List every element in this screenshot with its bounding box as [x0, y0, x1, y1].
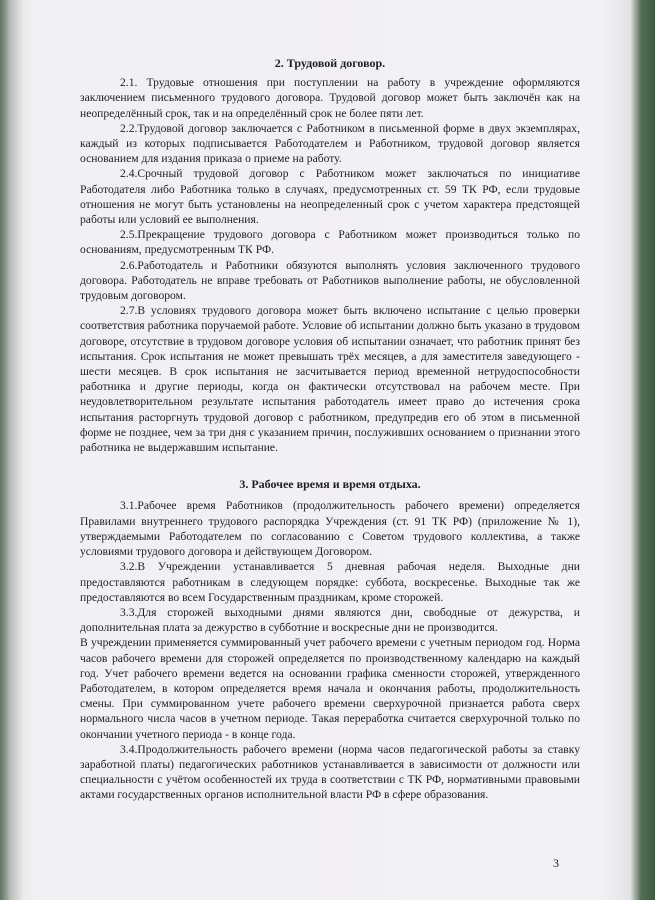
- paragraph-2-6: 2.6.Работодатель и Работники обязуются выполнять условия заключенного трудового договора. Работодатель не вправе требовать от Работников выполнение работы, не обусловленной трудовым договором.: [80, 258, 580, 303]
- paragraph-3-4: 3.4.Продолжительность рабочего времени (норма часов педагогической работы за ставку заработной платы) педагогических работников устанавливается в зависимости от должности или специальности с учётом особенностей их труда в соответствии с ТК РФ, нормативными правовыми актами государственных органов исполнительной власти РФ в сфере образования.: [80, 742, 580, 802]
- paragraph-2-7: 2.7.В условиях трудового договора может быть включено испытание с целью проверки соответствия работника поручаемой работе. Условие об испытании должно быть указано в трудовом договоре, отсутствие в трудовом договоре условия об испытании означает, что работник принят без испытания. Срок испытания не может превышать трёх месяцев, а для заместителя заведующего - шести месяцев. В срок испытания не засчитывается период временной нетрудоспособности работника и другие периоды, когда он фактически отсутствовал на рабочем месте. При неудовлетворительном результате испытания работодатель имеет право до истечения срока испытания расторгнуть трудовой договор с работником, предупредив его об этом в письменной форме не позднее, чем за три дня с указанием причин, послуживших основанием о признании этого работника не выдержавшим испытание.: [80, 304, 580, 455]
- document-body: [80, 56, 580, 803]
- paragraph-2-5: 2.5.Прекращение трудового договора с Работником может производиться только по основаниям, предусмотренным ТК РФ.: [80, 228, 580, 257]
- paragraph-2-4: 2.4.Срочный трудовой договор с Работником может заключаться по инициативе Работодателя либо Работника только в случаях, предусмотренных ст. 59 ТК РФ, если трудовые отношения не могут быть установлены на неопределенный срок с учетом характера предстоящей работы или условий ее выполнения.: [80, 167, 580, 227]
- section-3-heading: 3. Рабочее время и время отдыха.: [239, 477, 421, 492]
- paragraph-3-3-continued: В учреждении применяется суммированный учет рабочего времени с учетным периодом год. Норма часов рабочего времени для сторожей определяется по производственному календарю на каждый год. Учет рабочего времени ведется на основании графика сменности сторожей, утвержденного Работодателем, в котором определяется время начала и окончания работы, продолжительность смены. При суммированном учете рабочего времени сверхурочной признается работа сверх нормального числа часов в учетном периоде. Такая переработка считается сверхурочной только по окончании учетного периода - в конце года.: [80, 636, 580, 741]
- paragraph-2-1: 2.1. Трудовые отношения при поступлении на работу в учреждение оформляются заключением письменного трудового договора. Трудовой договор может быть заключён как на неопределённый срок, так и на определённый срок не более пяти лет.: [80, 76, 580, 120]
- binding-shadow: [0, 0, 24, 900]
- paragraph-3-3: 3.3.Для сторожей выходными днями являются дни, свободные от дежурства, и дополнительная плата за дежурство в субботние и воскресные дни не производится.: [80, 605, 580, 635]
- paragraph-3-1: 3.1.Рабочее время Работников (продолжительность рабочего времени) определяется Правилами внутреннего трудового распорядка Учреждения (ст. 91 ТК РФ) (приложение № 1), утверждаемыми Работодателем по согласованию с Советом трудового коллектива, а также условиями трудового договора и действующем Договором.: [80, 499, 580, 559]
- section-2-heading: 2. Трудовой договор.: [274, 56, 386, 70]
- paragraph-3-2: 3.2.В Учреждении устанавливается 5 дневная рабочая неделя. Выходные дни предоставляются работникам в следующем порядке: суббота, воскресенье. Выходные так же предоставляются во всем Государственным праздникам, кроме сторожей.: [80, 560, 580, 604]
- paragraph-2-2: 2.2.Трудовой договор заключается с Работником в письменной форме в двух экземплярах, каждый из которых подписывается Работодателем и Работником, трудовой договор является основанием для издания приказа о приеме на работу.: [80, 121, 580, 166]
- page-number: 3: [553, 856, 559, 870]
